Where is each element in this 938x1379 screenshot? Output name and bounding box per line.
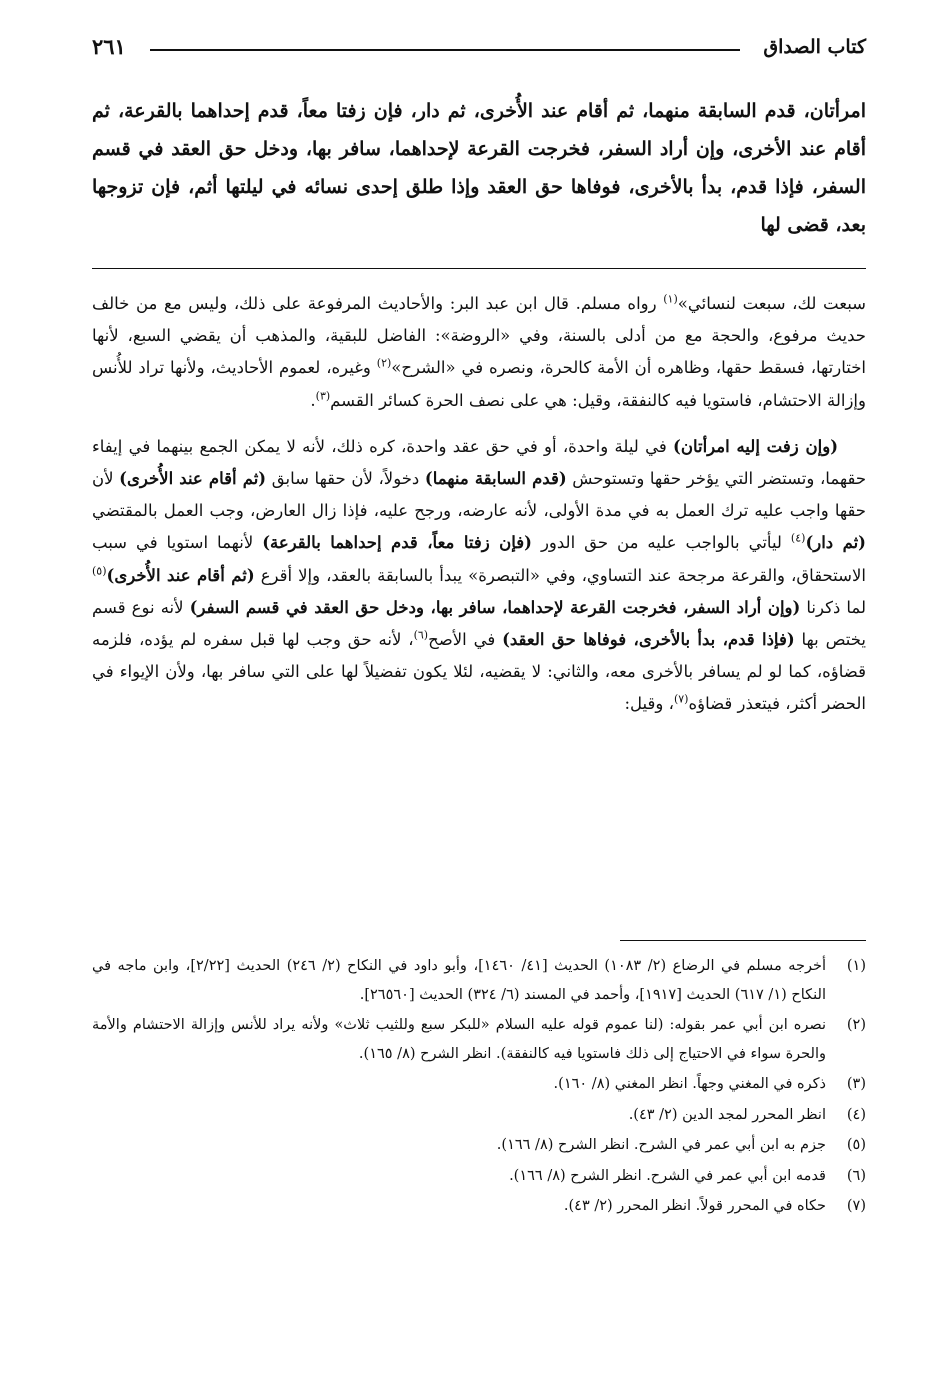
chapter-title: كتاب الصداق xyxy=(763,36,866,58)
commentary-text: لأنهما استويا في سبب الاستحقاق، والقرعة مرجحة عند التساوي، وفي «التبصرة» يبدأ بالسابقة بالعقد، وإلا أقرع xyxy=(92,533,866,585)
footnote-number: (٥) xyxy=(846,1137,866,1153)
matn-divider xyxy=(92,268,866,269)
footnote-ref-2: (٢) xyxy=(376,356,392,370)
commentary-text: دخولاً، لأن حقها سابق xyxy=(266,469,425,489)
footnote-ref-1: (١) xyxy=(663,292,678,306)
footnote-item xyxy=(92,1162,866,1191)
footnote-number: (٦) xyxy=(846,1167,866,1184)
footnote-number: (٧) xyxy=(846,1198,866,1214)
footnote-item xyxy=(92,1011,866,1068)
footnote-text: نصره ابن أبي عمر بقوله: (لنا عموم قوله عليه السلام «للبكر سبع وللثيب ثلاث» ولأنه يراد للأنس وإزالة الاحتشام والأمة والحرة سواء في الاحتياج إلى ذلك فاستويا فيه كالنفقة). انظر الشرح (٨/ ١٦٥). xyxy=(92,1017,826,1062)
footnote-text: أخرجه مسلم في الرضاع (٢/ ١٠٨٣) الحديث [٤١/ ١٤٦٠]، وأبو داود في النكاح (٢/ ٢٤٦) الحديث [٢/٢٢]، وابن ماجه في النكاح (١/ ٦١٧) الحديث [١٩١٧]، وأحمد في المسند (٦/ ٣٢٤) الحديث [٢٦٥٦٠]. xyxy=(92,958,827,1003)
footnote-text: ذكره في المغني وجهاً. انظر المغني (٨/ ١٦٠). xyxy=(553,1076,826,1092)
footnote-item xyxy=(92,1070,866,1099)
commentary-text: في ليلة واحدة، أو في حق عقد واحدة، كره ذلك، لأنه لا يمكن الجمع بينهما في إيفاء حقهما، وتستضر التي يؤخر حقها وتستوحش xyxy=(92,436,867,489)
matn-quote: (ثم أقام عند الأُخرى) xyxy=(119,469,267,489)
footnote-item xyxy=(92,1131,866,1160)
matn-quote: (وإن زفت إليه امرأتان) xyxy=(673,436,838,456)
footnote-item xyxy=(92,1192,866,1221)
commentary-text: لأنه نوع قسم يختص بها xyxy=(92,597,867,650)
footnote-number: (١) xyxy=(846,958,866,974)
footnotes-divider xyxy=(620,940,866,941)
matn-quote: (وإن أراد السفر، فخرجت القرعة لإحداهما، سافر بها، ودخل حق العقد في قسم السفر) xyxy=(189,597,801,617)
footnote-text: جزم به ابن أبي عمر في الشرح. انظر الشرح (٨/ ١٦٦). xyxy=(496,1137,826,1153)
commentary-text: ، وقيل: xyxy=(624,694,674,714)
footnote-item xyxy=(92,952,866,1009)
matn-quote: (قدم السابقة منهما) xyxy=(424,469,567,489)
commentary-paragraph-2 xyxy=(92,431,866,721)
matn-quote: (ثم أقام عند الأُخرى) xyxy=(106,565,255,585)
footnote-text: قدمه ابن أبي عمر في الشرح. انظر الشرح (٨/ ١٦٦). xyxy=(509,1167,826,1184)
page-header xyxy=(92,34,866,64)
footnote-ref-3: (٣) xyxy=(315,389,331,403)
commentary-text: في الأصح xyxy=(428,630,503,650)
commentary-text: وغيره، لعموم الأحاديث، ولأنها تراد للأُنس وإزالة الاحتشام، فاستويا فيه كالنفقة، وقيل: هي على نصف الحرة كسائر القسم xyxy=(92,358,866,410)
footnote-item xyxy=(92,1101,866,1130)
commentary-text: سبعت لك، سبعت لنسائي» xyxy=(677,294,867,313)
commentary-text: رواه مسلم. قال ابن عبد البر: والأحاديث المرفوعة على ذلك، وليس مع من خالف حديث مرفوع، والحجة مع من أدلى بالسنة، وفي «الروضة»: الفاضل للبقية، والمذهب أن يقضي السبع، لأنها اختارتها، فسقط حقها، وظاهره أن الأمة كالحرة، ونصره في «الشرح» xyxy=(92,294,867,378)
footnote-number: (٤) xyxy=(846,1106,866,1123)
header-rule xyxy=(150,49,740,51)
footnote-text: انظر المحرر لمجد الدين (٢/ ٤٣). xyxy=(628,1106,826,1123)
footnote-number: (٢) xyxy=(846,1017,866,1033)
matn-quote: (فإذا قدم، بدأ بالأخرى، فوفاها حق العقد) xyxy=(502,630,795,650)
commentary-text: لما ذكرنا xyxy=(800,597,866,617)
footnotes xyxy=(92,952,866,1223)
commentary-paragraph-1 xyxy=(92,288,866,417)
page-number: ٢٦١ xyxy=(92,34,126,59)
commentary-text: . xyxy=(310,390,316,410)
footnote-text: حكاه في المحرر قولاً. انظر المحرر (٢/ ٤٣). xyxy=(563,1198,826,1214)
commentary-text: ، لأنه حق وجب لها قبل سفره لم يؤده، فلزمه قضاؤه، كما لو لم يسافر بالأخرى معه، والثاني: لا يقضيه، لئلا يكون تفضيلاً لها على التي سافر بها، ولأن الإيواء في الحضر أكثر، فيتعذر قضاؤه xyxy=(92,630,866,714)
footnote-ref-5: (٥) xyxy=(92,564,107,578)
matn-text: امرأتان، قدم السابقة منهما، ثم أقام عند الأُخرى، ثم دار، فإن زفتا معاً، قدم إحداهما بالقرعة، ثم أقام عند الأخرى، وإن أراد السفر، فخرجت القرعة لإحداهما، سافر بها، ودخل حق العقد في قسم السفر، فإذا قدم، بدأ بالأخرى، فوفاها حق العقد وإذا طلق إحدى نسائه في ليلتها أثم، فإن تزوجها بعد، قضى لها xyxy=(92,100,866,236)
footnote-ref-7: (٧) xyxy=(673,692,689,706)
matn-quote: (ثم دار) xyxy=(805,533,866,553)
commentary xyxy=(92,288,866,721)
matn-quote: (فإن زفتا معاً، قدم إحداهما بالقرعة) xyxy=(262,533,532,553)
footnote-number: (٣) xyxy=(846,1076,866,1092)
commentary-text: ليأتي بالواجب عليه من حق الدور xyxy=(531,533,791,553)
commentary-text: لأن حقها واجب عليه ترك العمل به في مدة الأولى، لأنه عارضه، ورجح عليه، فإذا زال العارض، وجب العمل بالمقتضي xyxy=(92,469,866,521)
footnote-ref-4: (٤) xyxy=(790,531,806,545)
footnote-ref-6: (٦) xyxy=(413,628,429,642)
